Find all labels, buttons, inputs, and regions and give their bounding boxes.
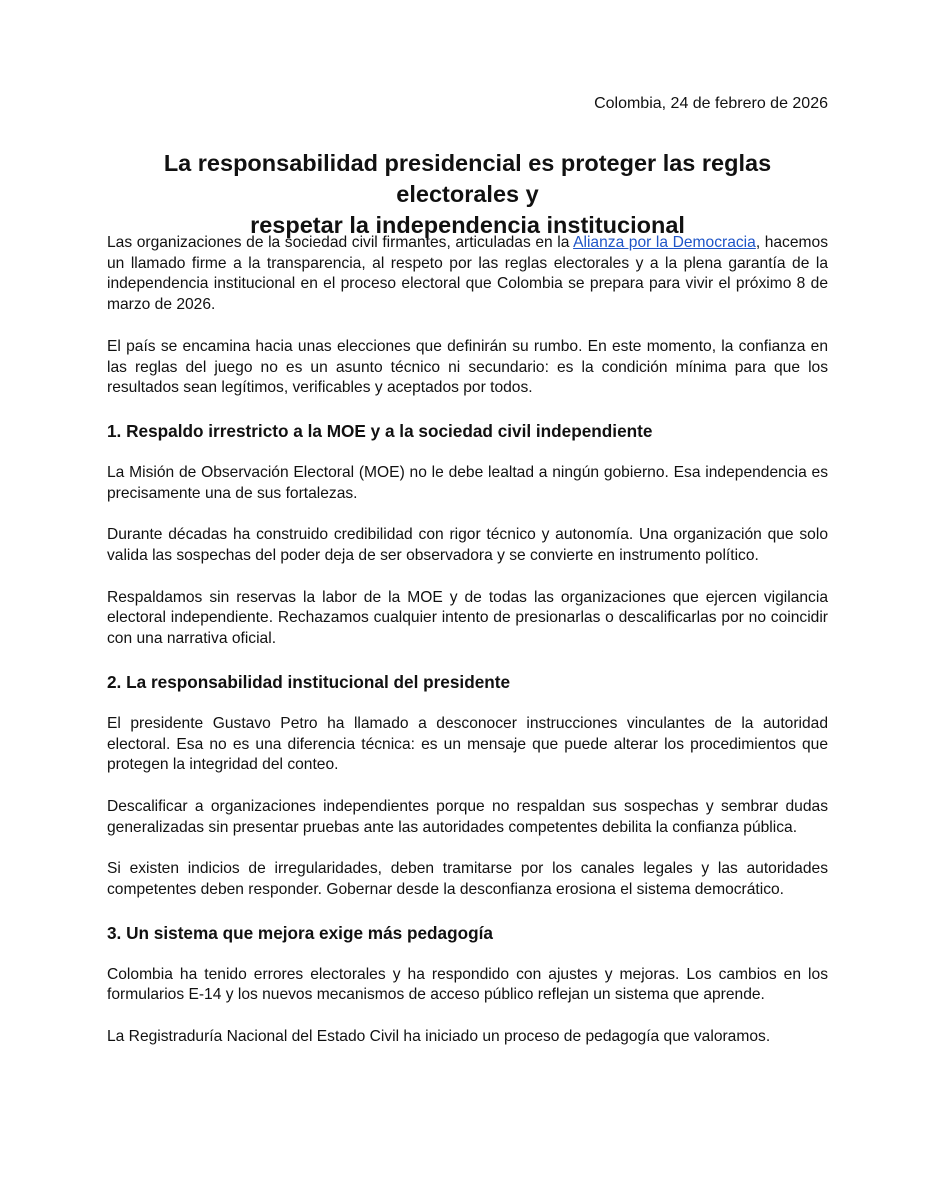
section-3-paragraph-2: La Registraduría Nacional del Estado Civil ha iniciado un proceso de pedagogía que valoramos.: [107, 1028, 771, 1046]
section-2-paragraph-3: Si existen indicios de irregularidades, deben tramitarse por los canales legales y las autoridades competentes deben responder. Gobernar desde la desconfianza erosiona el sistema democrático.: [107, 860, 828, 899]
document-body: [107, 233, 828, 1069]
section-3-paragraph-1: Colombia ha tenido errores electorales y ha respondido con ajustes y mejoras. Los cambios en los formularios E-14 y los nuevos mecanismos de acceso público reflejan un sistema que aprende.: [107, 965, 828, 1004]
intro-text-start: Las organizaciones de la sociedad civil firmantes, articuladas en la: [107, 234, 574, 251]
section-1-paragraph-2: Durante décadas ha construido credibilidad con rigor técnico y autonomía. Una organización que solo valida las sospechas del poder deja de ser observadora y se convierte en instrumento político.: [107, 526, 828, 565]
section-1-heading: 1. Respaldo irrestricto a la MOE y a la sociedad civil independiente: [107, 420, 653, 441]
section-1-paragraph-3: Respaldamos sin reservas la labor de la MOE y de todas las organizaciones que ejercen vigilancia electoral independiente. Rechazamos cualquier intento de presionarlas o descalificarlas por no coincidir con una narrativa oficial.: [107, 588, 828, 648]
context-paragraph: El país se encamina hacia unas elecciones que definirán su rumbo. En este momento, la confianza en las reglas del juego no es un asunto técnico ni secundario: es la condición mínima para que los resultados sean legítimos, verificables y aceptados por todos.: [107, 337, 828, 397]
intro-paragraph: [107, 233, 828, 316]
title-line-2: respetar la independencia institucional: [250, 212, 685, 238]
section-2-paragraph-2: Descalificar a organizaciones independientes porque no respaldan sus sospechas y sembrar dudas generalizadas sin presentar pruebas ante las autoridades competentes debilita la confianza pública.: [107, 797, 828, 836]
alianza-link[interactable]: Alianza por la Democracia: [573, 234, 756, 251]
title-line-1: La responsabilidad presidencial es proteger las reglas electorales y: [163, 150, 772, 207]
intro-text-end: , hacemos un llamado firme a la transparencia, al respeto por las reglas electorales y a la plena garantía de la independencia institucional en el proceso electoral que Colombia se prepara para vivir el próximo 8 de marzo de 2026.: [107, 234, 828, 314]
section-3-heading: 3. Un sistema que mejora exige más pedagogía: [107, 922, 493, 943]
date-line: Colombia, 24 de febrero de 2026: [594, 95, 828, 112]
section-2-heading: 2. La responsabilidad institucional del presidente: [107, 671, 511, 692]
document-title: [100, 148, 835, 241]
section-2-paragraph-1: El presidente Gustavo Petro ha llamado a desconocer instrucciones vinculantes de la autoridad electoral. Esa no es una diferencia técnica: es un mensaje que puede alterar los procedimientos que protegen la integridad del conteo.: [107, 714, 828, 774]
section-1-paragraph-1: La Misión de Observación Electoral (MOE) no le debe lealtad a ningún gobierno. Esa independencia es precisamente una de sus fortalezas.: [107, 463, 828, 502]
